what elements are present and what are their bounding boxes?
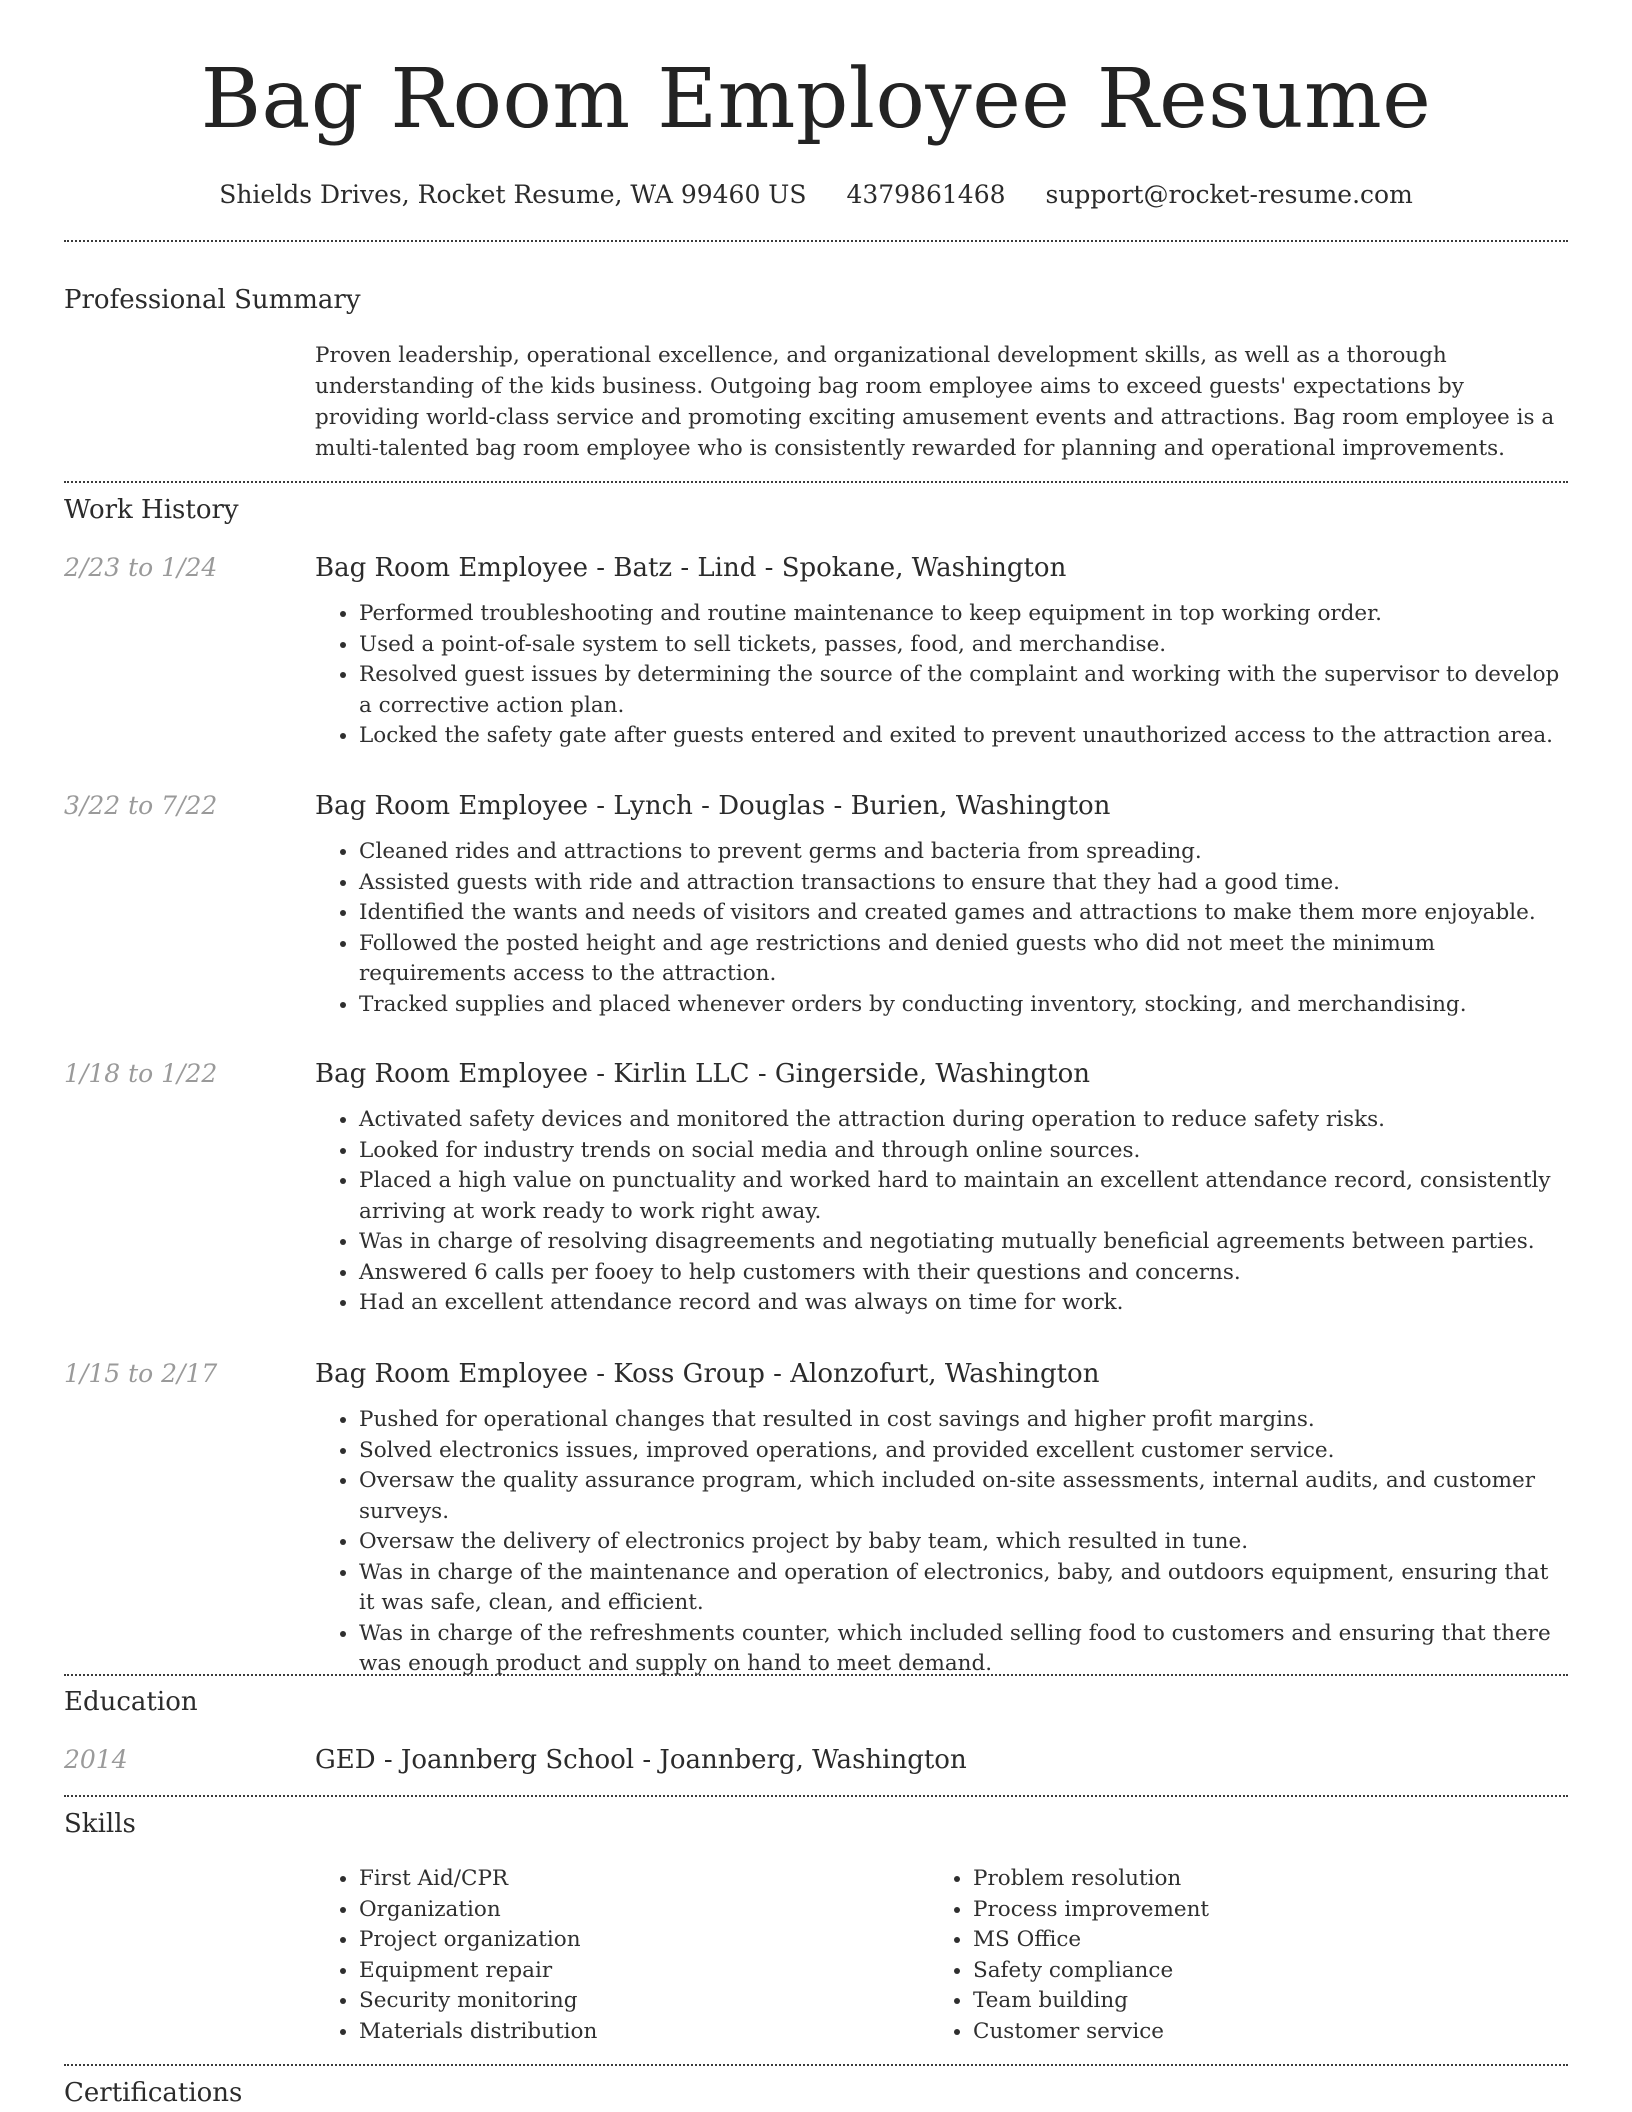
list-item: • Tracked supplies and placed whenever orders by conducting inventory, stocking, and merchandising. <box>359 990 1560 1021</box>
list-item: • Pushed for operational changes that resulted in cost savings and higher profit margins. <box>359 1405 1560 1436</box>
job-dates: 2/23 to 1/24 <box>64 553 218 582</box>
list-item: • Resolved guest issues by determining the source of the complaint and working with the supervisor to develop a corrective action plan. <box>359 660 1560 721</box>
list-item: • Locked the safety gate after guests entered and exited to prevent unauthorized access to the attraction area. <box>359 721 1560 752</box>
education-year: 2014 <box>64 1745 128 1774</box>
summary-text: Proven leadership, operational excellence, and organizational development skills, as well as a thorough understanding of the kids business. Outgoing bag room employee aims to exceed guests' expectations by providing world-class service and promoting exciting amusement events and attractions. Bag room employee is a multi-talented bag room employee who is consistently rewarded for planning and operational improvements. <box>315 343 1555 461</box>
skills-heading: Skills <box>64 1809 136 1839</box>
contact-address: Shields Drives, Rocket Resume, WA 99460 US <box>219 180 807 209</box>
skill-item: • Organization <box>359 1895 915 1926</box>
job-bullets <box>315 837 1560 1020</box>
list-item: • Answered 6 calls per fooey to help customers with their questions and concerns. <box>359 1258 1560 1289</box>
page-title: Bag Room Employee Resume <box>200 52 1432 147</box>
job-title: Bag Room Employee - Batz - Lind - Spokane, Washington <box>315 553 1067 583</box>
skill-item: • Project organization <box>359 1925 915 1956</box>
list-item: • Solved electronics issues, improved operations, and provided excellent customer service. <box>359 1436 1560 1467</box>
job-dates: 3/22 to 7/22 <box>64 791 218 820</box>
skill-item: • Customer service <box>973 2017 1529 2048</box>
divider <box>64 481 1568 483</box>
list-item: • Was in charge of the maintenance and operation of electronics, baby, and outdoors equipment, ensuring that it was safe, clean, and efficient. <box>359 1558 1560 1619</box>
list-item: • Was in charge of resolving disagreements and negotiating mutually beneficial agreements between parties. <box>359 1227 1560 1258</box>
skills-list-right <box>929 1864 1529 2047</box>
skill-item: • Process improvement <box>973 1895 1529 1926</box>
education-detail: GED - Joannberg School - Joannberg, Washington <box>315 1745 967 1775</box>
skills-list-left <box>315 1864 915 2047</box>
job-bullets <box>315 599 1560 752</box>
skill-item: • MS Office <box>973 1925 1529 1956</box>
divider <box>64 1674 1568 1676</box>
list-item: • Looked for industry trends on social media and through online sources. <box>359 1136 1560 1167</box>
list-item: • Identified the wants and needs of visitors and created games and attractions to make them more enjoyable. <box>359 898 1560 929</box>
divider <box>64 240 1568 242</box>
list-item: • Performed troubleshooting and routine maintenance to keep equipment in top working order. <box>359 599 1560 630</box>
skill-item: • Security monitoring <box>359 1986 915 2017</box>
job-dates: 1/18 to 1/22 <box>64 1059 218 1088</box>
divider <box>64 1795 1568 1797</box>
list-item: • Assisted guests with ride and attraction transactions to ensure that they had a good time. <box>359 868 1560 899</box>
list-item: • Oversaw the delivery of electronics project by baby team, which resulted in tune. <box>359 1527 1560 1558</box>
job-title: Bag Room Employee - Kirlin LLC - Gingerside, Washington <box>315 1059 1090 1089</box>
list-item: • Used a point-of-sale system to sell tickets, passes, food, and merchandise. <box>359 630 1560 661</box>
job-title: Bag Room Employee - Koss Group - Alonzofurt, Washington <box>315 1359 1100 1389</box>
skill-item: • Problem resolution <box>973 1864 1529 1895</box>
job-bullets <box>315 1105 1560 1319</box>
skill-item: • Materials distribution <box>359 2017 915 2048</box>
divider <box>64 2064 1568 2066</box>
list-item: • Cleaned rides and attractions to prevent germs and bacteria from spreading. <box>359 837 1560 868</box>
contact-line <box>0 178 1632 212</box>
job-bullets <box>315 1405 1560 1680</box>
list-item: • Oversaw the quality assurance program, which included on-site assessments, internal audits, and customer surveys. <box>359 1466 1560 1527</box>
skill-item: • Team building <box>973 1986 1529 2017</box>
list-item: • Activated safety devices and monitored the attraction during operation to reduce safety risks. <box>359 1105 1560 1136</box>
job-title: Bag Room Employee - Lynch - Douglas - Burien, Washington <box>315 791 1111 821</box>
job-dates: 1/15 to 2/17 <box>64 1359 218 1388</box>
skill-item: • Equipment repair <box>359 1956 915 1987</box>
resume-header <box>0 0 1632 212</box>
education-heading: Education <box>64 1687 198 1717</box>
list-item: • Was in charge of the refreshments counter, which included selling food to customers and ensuring that there was enough product and supply on hand to meet demand. <box>359 1619 1560 1680</box>
contact-phone: 4379861468 <box>846 180 1006 209</box>
skill-item: • Safety compliance <box>973 1956 1529 1987</box>
list-item: • Placed a high value on punctuality and worked hard to maintain an excellent attendance record, consistently arriving at work ready to work right away. <box>359 1166 1560 1227</box>
work-history-heading: Work History <box>64 495 239 525</box>
contact-email: support@rocket-resume.com <box>1045 180 1413 209</box>
certifications-heading: Certifications <box>64 2078 243 2108</box>
list-item: • Followed the posted height and age restrictions and denied guests who did not meet the minimum requirements access to the attraction. <box>359 929 1560 990</box>
summary-heading: Professional Summary <box>64 285 361 315</box>
skill-item: • First Aid/CPR <box>359 1864 915 1895</box>
list-item: • Had an excellent attendance record and was always on time for work. <box>359 1288 1560 1319</box>
